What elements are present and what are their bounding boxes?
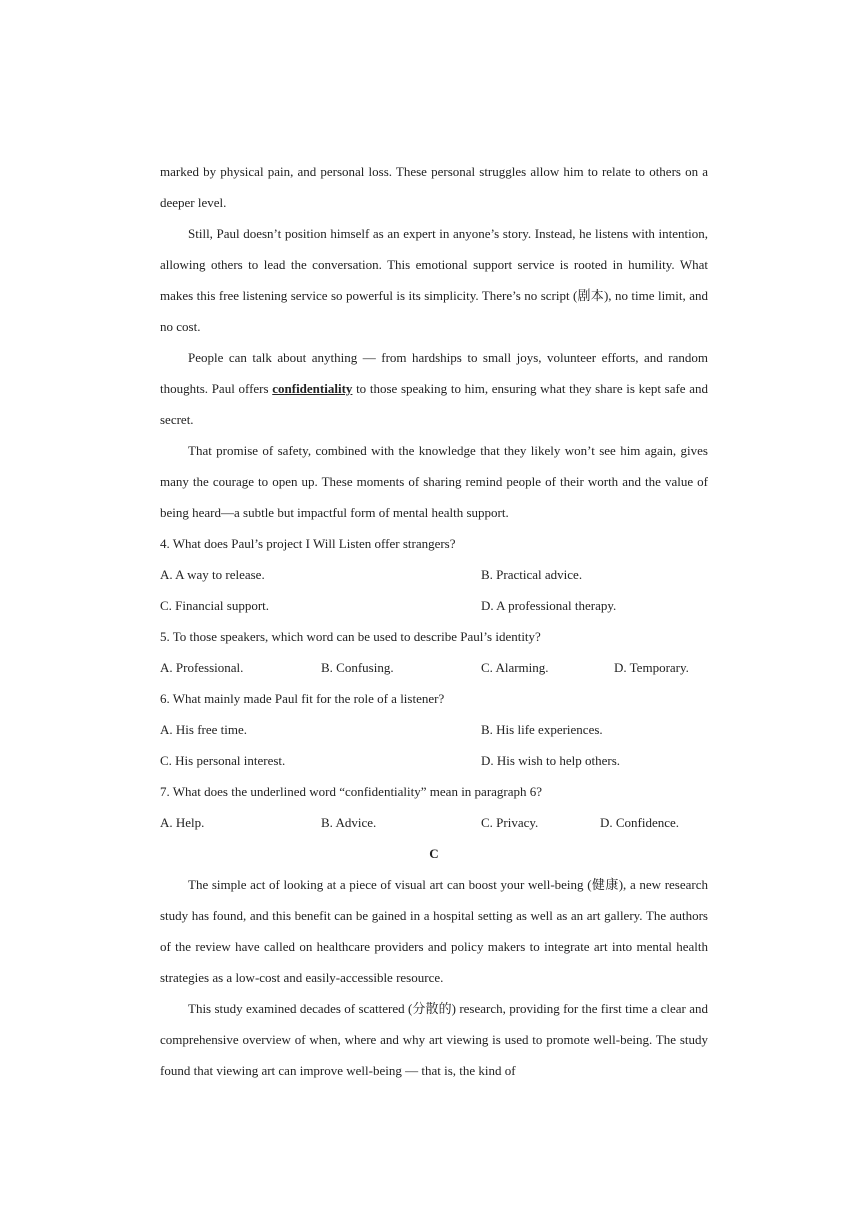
options-row — [160, 807, 708, 838]
passage-paragraph — [160, 342, 708, 435]
option-a: A. Help. — [160, 814, 205, 830]
question-stem: 7. What does the underlined word “confidentiality” mean in paragraph 6? — [160, 784, 543, 799]
question-stem: 4. What does Paul’s project I Will Listen offer strangers? — [160, 536, 456, 551]
option-b: B. His life experiences. — [481, 721, 603, 737]
option-c: C. His personal interest. — [160, 752, 286, 768]
option-c: C. Financial support. — [160, 597, 270, 613]
passage-paragraph: This study examined decades of scattered (分散的) research, providing for the first time a clear and comprehensive overview of when, where and why art viewing is used to promote well-being. The study found that viewing art can improve well-being — that is, the kind of — [160, 1001, 708, 1078]
section-heading: C — [429, 846, 439, 861]
options-row — [160, 714, 708, 745]
underlined-word: confidentiality — [272, 381, 353, 396]
option-b: B. Advice. — [321, 814, 377, 830]
options-row — [160, 652, 708, 683]
options-row — [160, 559, 708, 590]
passage-paragraph: That promise of safety, combined with the knowledge that they likely won’t see him again, gives many the courage to open up. These moments of sharing remind people of their worth and the value of being heard—a subtle but impactful form of mental health support. — [160, 443, 708, 520]
option-a: A. Professional. — [160, 659, 244, 675]
option-b: B. Confusing. — [321, 659, 394, 675]
passage-paragraph: The simple act of looking at a piece of visual art can boost your well-being (健康), a new research study has found, and this benefit can be gained in a hospital setting as well as an art gallery. The authors of the review have called on healthcare providers and policy makers to integrate art into mental health strategies as a low-cost and easily-accessible resource. — [160, 877, 708, 985]
passage-paragraph: marked by physical pain, and personal loss. These personal struggles allow him to relate to others on a deeper level. — [160, 164, 708, 210]
question-stem: 6. What mainly made Paul fit for the role of a listener? — [160, 691, 445, 706]
option-a: A. A way to release. — [160, 566, 265, 582]
option-c: C. Alarming. — [481, 659, 549, 675]
options-row — [160, 745, 708, 776]
option-c: C. Privacy. — [481, 814, 539, 830]
question-stem: 5. To those speakers, which word can be used to describe Paul’s identity? — [160, 629, 541, 644]
paragraph-text: People can talk about anything — from hardships to small joys, volunteer efforts, and random thoughts. Paul offers — [160, 350, 708, 396]
option-d: D. His wish to help others. — [481, 752, 621, 768]
options-row — [160, 590, 708, 621]
passage-paragraph: Still, Paul doesn’t position himself as an expert in anyone’s story. Instead, he listens with intention, allowing others to lead the conversation. This emotional support service is rooted in humility. What makes this free listening service so powerful is its simplicity. There’s no script (剧本), no time limit, and no cost. — [160, 226, 708, 334]
paragraph-text: to those speaking to him, ensuring what they share is kept safe and secret. — [160, 381, 709, 427]
option-d: D. A professional therapy. — [481, 597, 617, 613]
option-a: A. His free time. — [160, 721, 248, 737]
option-d: D. Confidence. — [600, 814, 680, 830]
option-b: B. Practical advice. — [481, 566, 583, 582]
option-d: D. Temporary. — [614, 659, 689, 675]
exam-page — [160, 156, 708, 1086]
